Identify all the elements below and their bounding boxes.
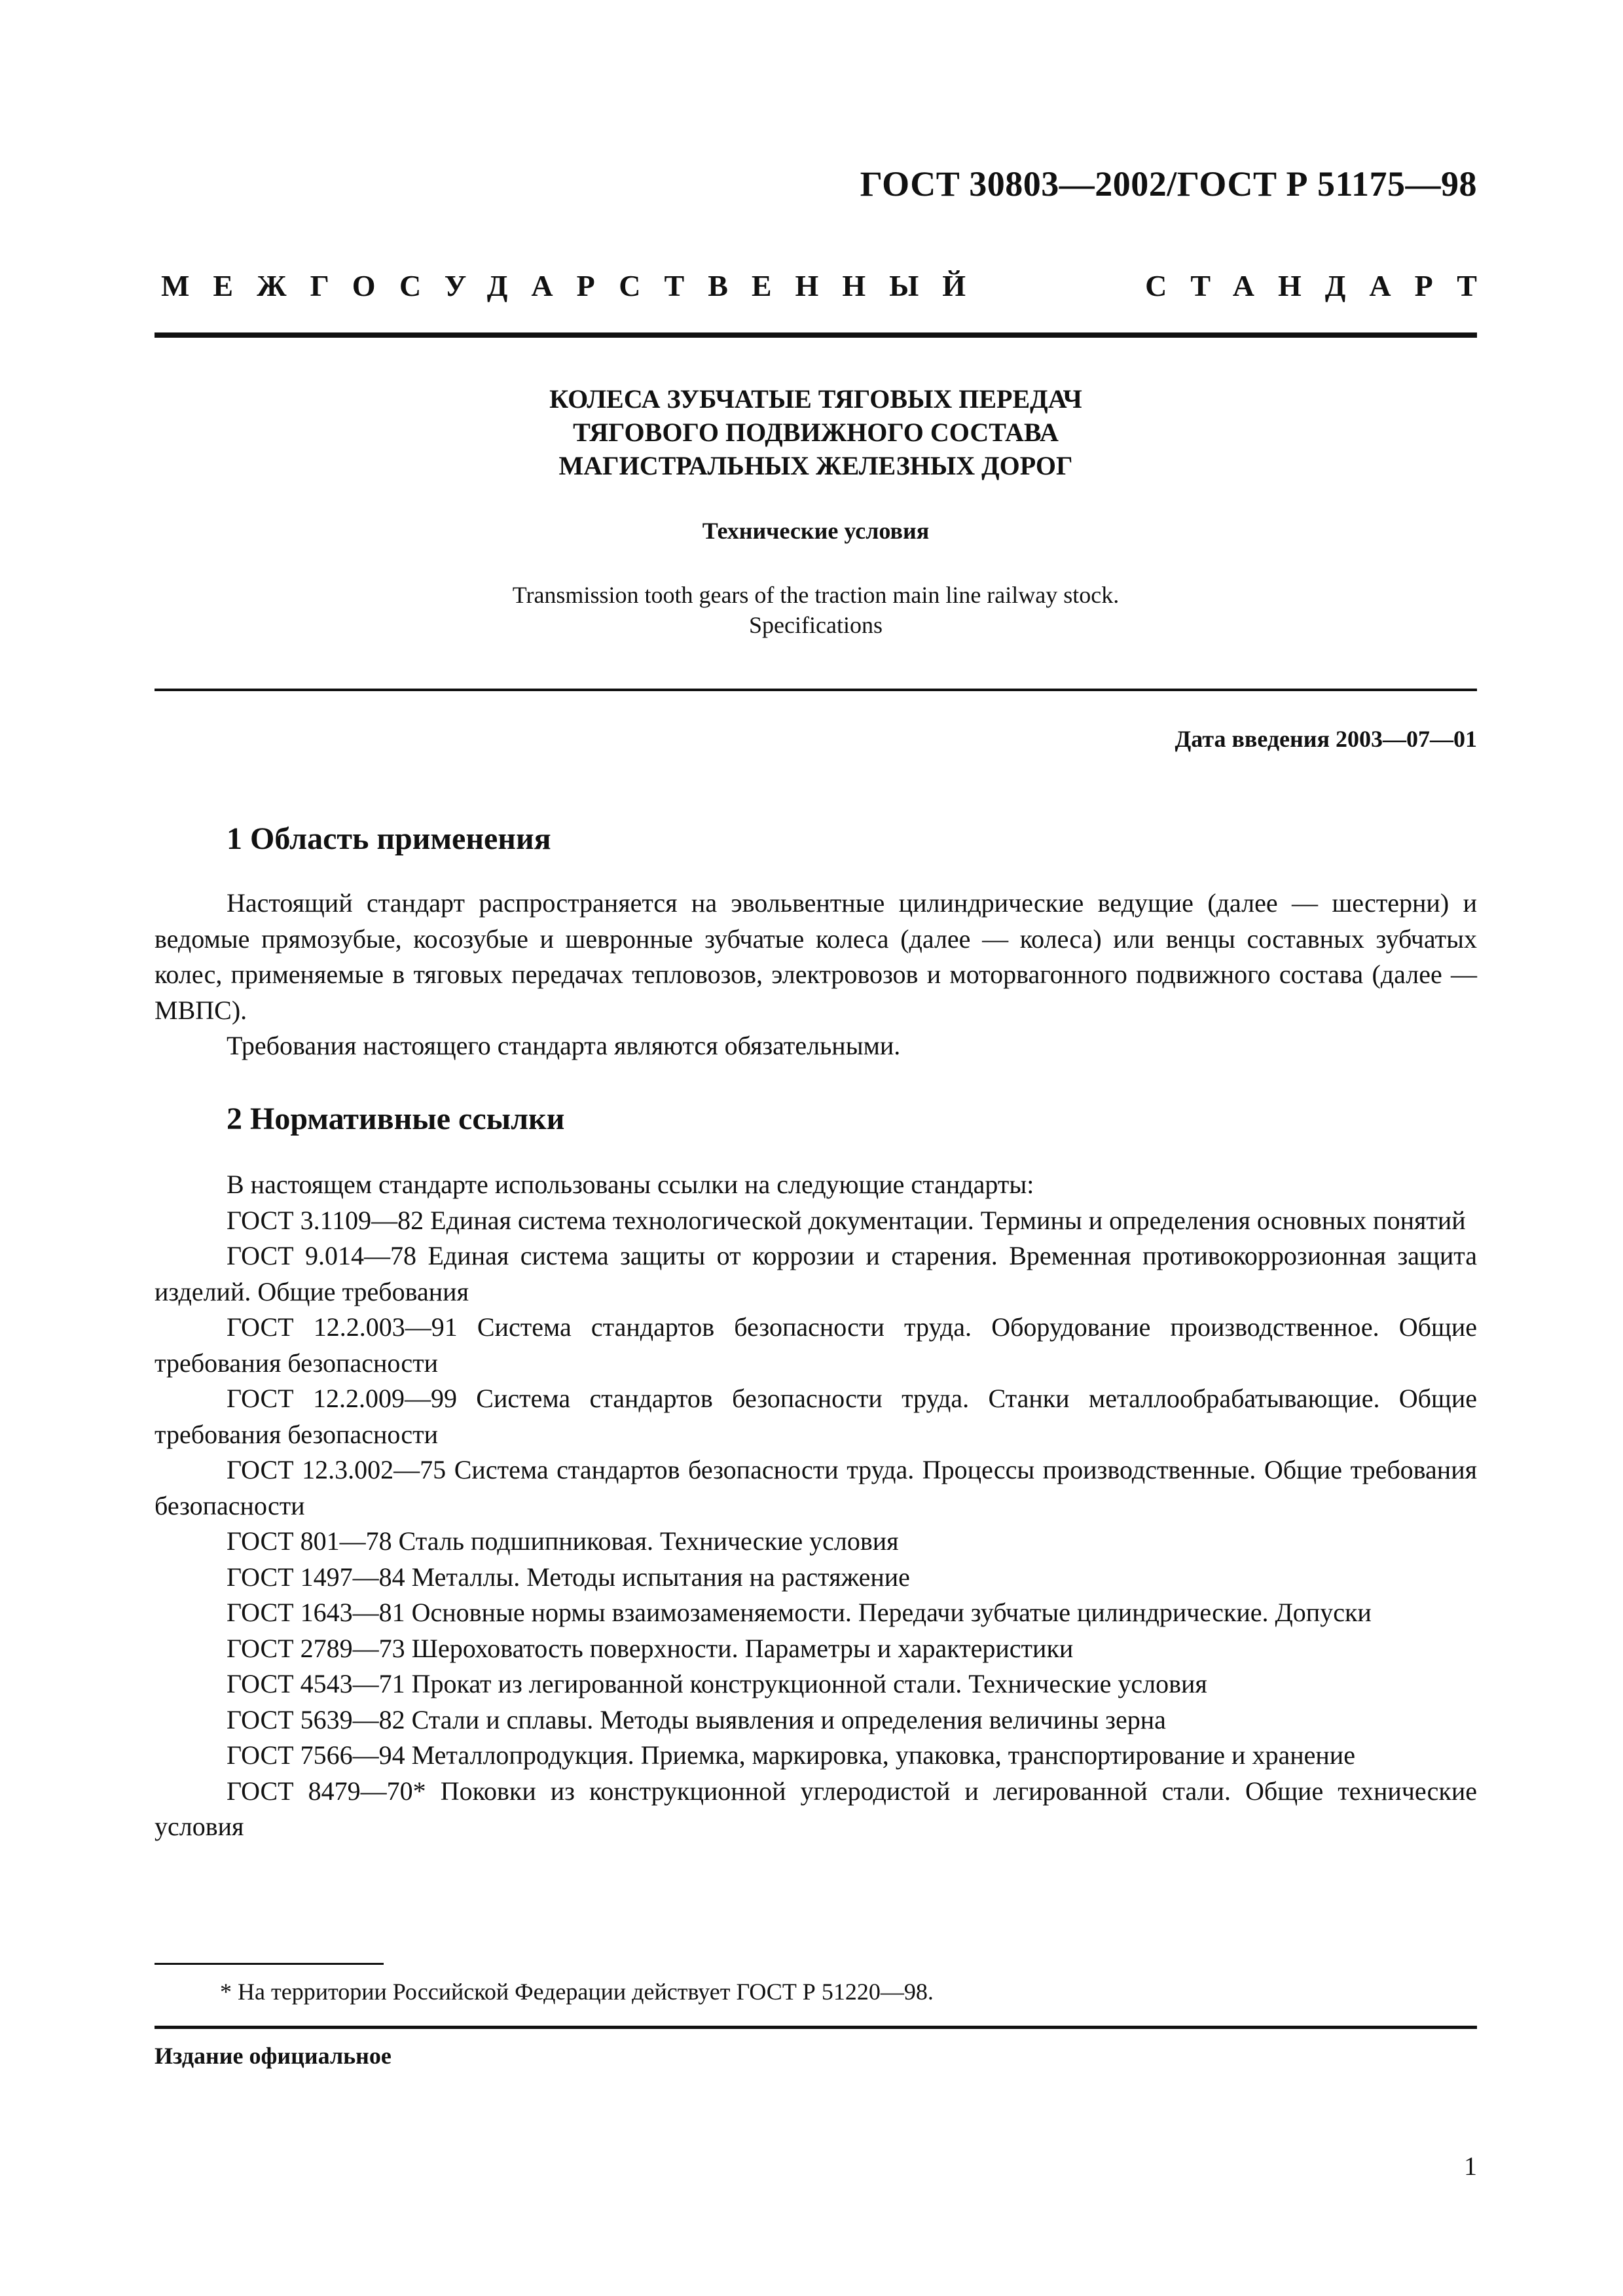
standard-code: ГОСТ 30803—2002/ГОСТ Р 51175—98 — [860, 164, 1477, 204]
reference-item: ГОСТ 8479—70* Поковки из конструкционной углеродистой и легированной стали. Общие технические условия — [155, 1776, 1477, 1841]
reference-item: ГОСТ 801—78 Сталь подшипниковая. Технические условия — [227, 1526, 899, 1556]
reference-item: ГОСТ 1643—81 Основные нормы взаимозаменяемости. Передачи зубчатые цилиндрические. Допуски — [227, 1598, 1372, 1627]
document-title — [155, 382, 1477, 482]
reference-intro: В настоящем стандарте использованы ссылки на следующие стандарты: — [227, 1170, 1034, 1199]
introduction-date: Дата введения 2003—07—01 — [1175, 726, 1477, 752]
standard-kind-word-2: СТАНДАРТ — [1145, 269, 1501, 302]
section-1-heading: 1 Область применения — [227, 821, 551, 856]
reference-item: ГОСТ 12.2.009—99 Система стандартов безопасности труда. Станки металлообрабатывающие. Общие требования безопасности — [155, 1384, 1477, 1449]
reference-item: ГОСТ 12.3.002—75 Система стандартов безопасности труда. Процессы производственные. Общие требования безопасности — [155, 1455, 1477, 1520]
section-2-body — [155, 1167, 1477, 1845]
reference-item: ГОСТ 9.014—78 Единая система защиты от коррозии и старения. Временная противокоррозионная защита изделий. Общие требования — [155, 1241, 1477, 1306]
reference-item: ГОСТ 7566—94 Металлопродукция. Приемка, маркировка, упаковка, транспортирование и хранение — [227, 1740, 1355, 1770]
section-1-paragraph: Требования настоящего стандарта являются обязательными. — [227, 1031, 901, 1060]
reference-item: ГОСТ 4543—71 Прокат из легированной конструкционной стали. Технические условия — [227, 1669, 1207, 1698]
reference-item: ГОСТ 3.1109—82 Единая система технологической документации. Термины и определения основных понятий — [227, 1205, 1466, 1235]
title-divider — [155, 689, 1477, 691]
standard-kind-word-1: МЕЖГОСУДАРСТВЕННЫЙ — [161, 269, 990, 302]
header-divider — [155, 332, 1477, 338]
standard-kind — [161, 268, 1501, 303]
footnote-divider — [155, 1963, 384, 1965]
english-title — [155, 580, 1477, 640]
title-line-1: КОЛЕСА ЗУБЧАТЫЕ ТЯГОВЫХ ПЕРЕДАЧ — [549, 384, 1082, 414]
section-1-paragraph: Настоящий стандарт распространяется на эвольвентные цилиндрические ведущие (далее — шестерни) и ведомые прямозубые, косозубые и шевронные зубчатые колеса (далее — колеса) или венцы составных зубчатых колес, применяемые в тяговых передачах тепловозов, электровозов и моторвагонного подвижного состава (далее — МВПС). — [155, 888, 1477, 1025]
title-line-2: ТЯГОВОГО ПОДВИЖНОГО СОСТАВА — [573, 418, 1059, 447]
edition-label: Издание официальное — [155, 2043, 392, 2069]
page-number: 1 — [1464, 2151, 1477, 2181]
reference-item: ГОСТ 1497—84 Металлы. Методы испытания на растяжение — [227, 1562, 910, 1592]
reference-item: ГОСТ 5639—82 Стали и сплавы. Методы выявления и определения величины зерна — [227, 1704, 1166, 1734]
reference-item: ГОСТ 2789—73 Шероховатость поверхности. Параметры и характеристики — [227, 1633, 1074, 1663]
english-title-line-1: Transmission tooth gears of the traction main line railway stock. — [512, 582, 1120, 608]
section-2-heading: 2 Нормативные ссылки — [227, 1102, 565, 1136]
reference-item: ГОСТ 12.2.003—91 Система стандартов безопасности труда. Оборудование производственное. Общие требования безопасности — [155, 1312, 1477, 1378]
english-title-line-2: Specifications — [749, 612, 883, 638]
footnote: * На территории Российской Федерации действует ГОСТ Р 51220—98. — [220, 1979, 934, 2005]
section-1-body — [155, 886, 1477, 1064]
document-page — [155, 0, 1501, 2296]
title-line-3: МАГИСТРАЛЬНЫХ ЖЕЛЕЗНЫХ ДОРОГ — [558, 451, 1073, 480]
document-subtitle: Технические условия — [702, 518, 930, 544]
footer-divider — [155, 2026, 1477, 2029]
